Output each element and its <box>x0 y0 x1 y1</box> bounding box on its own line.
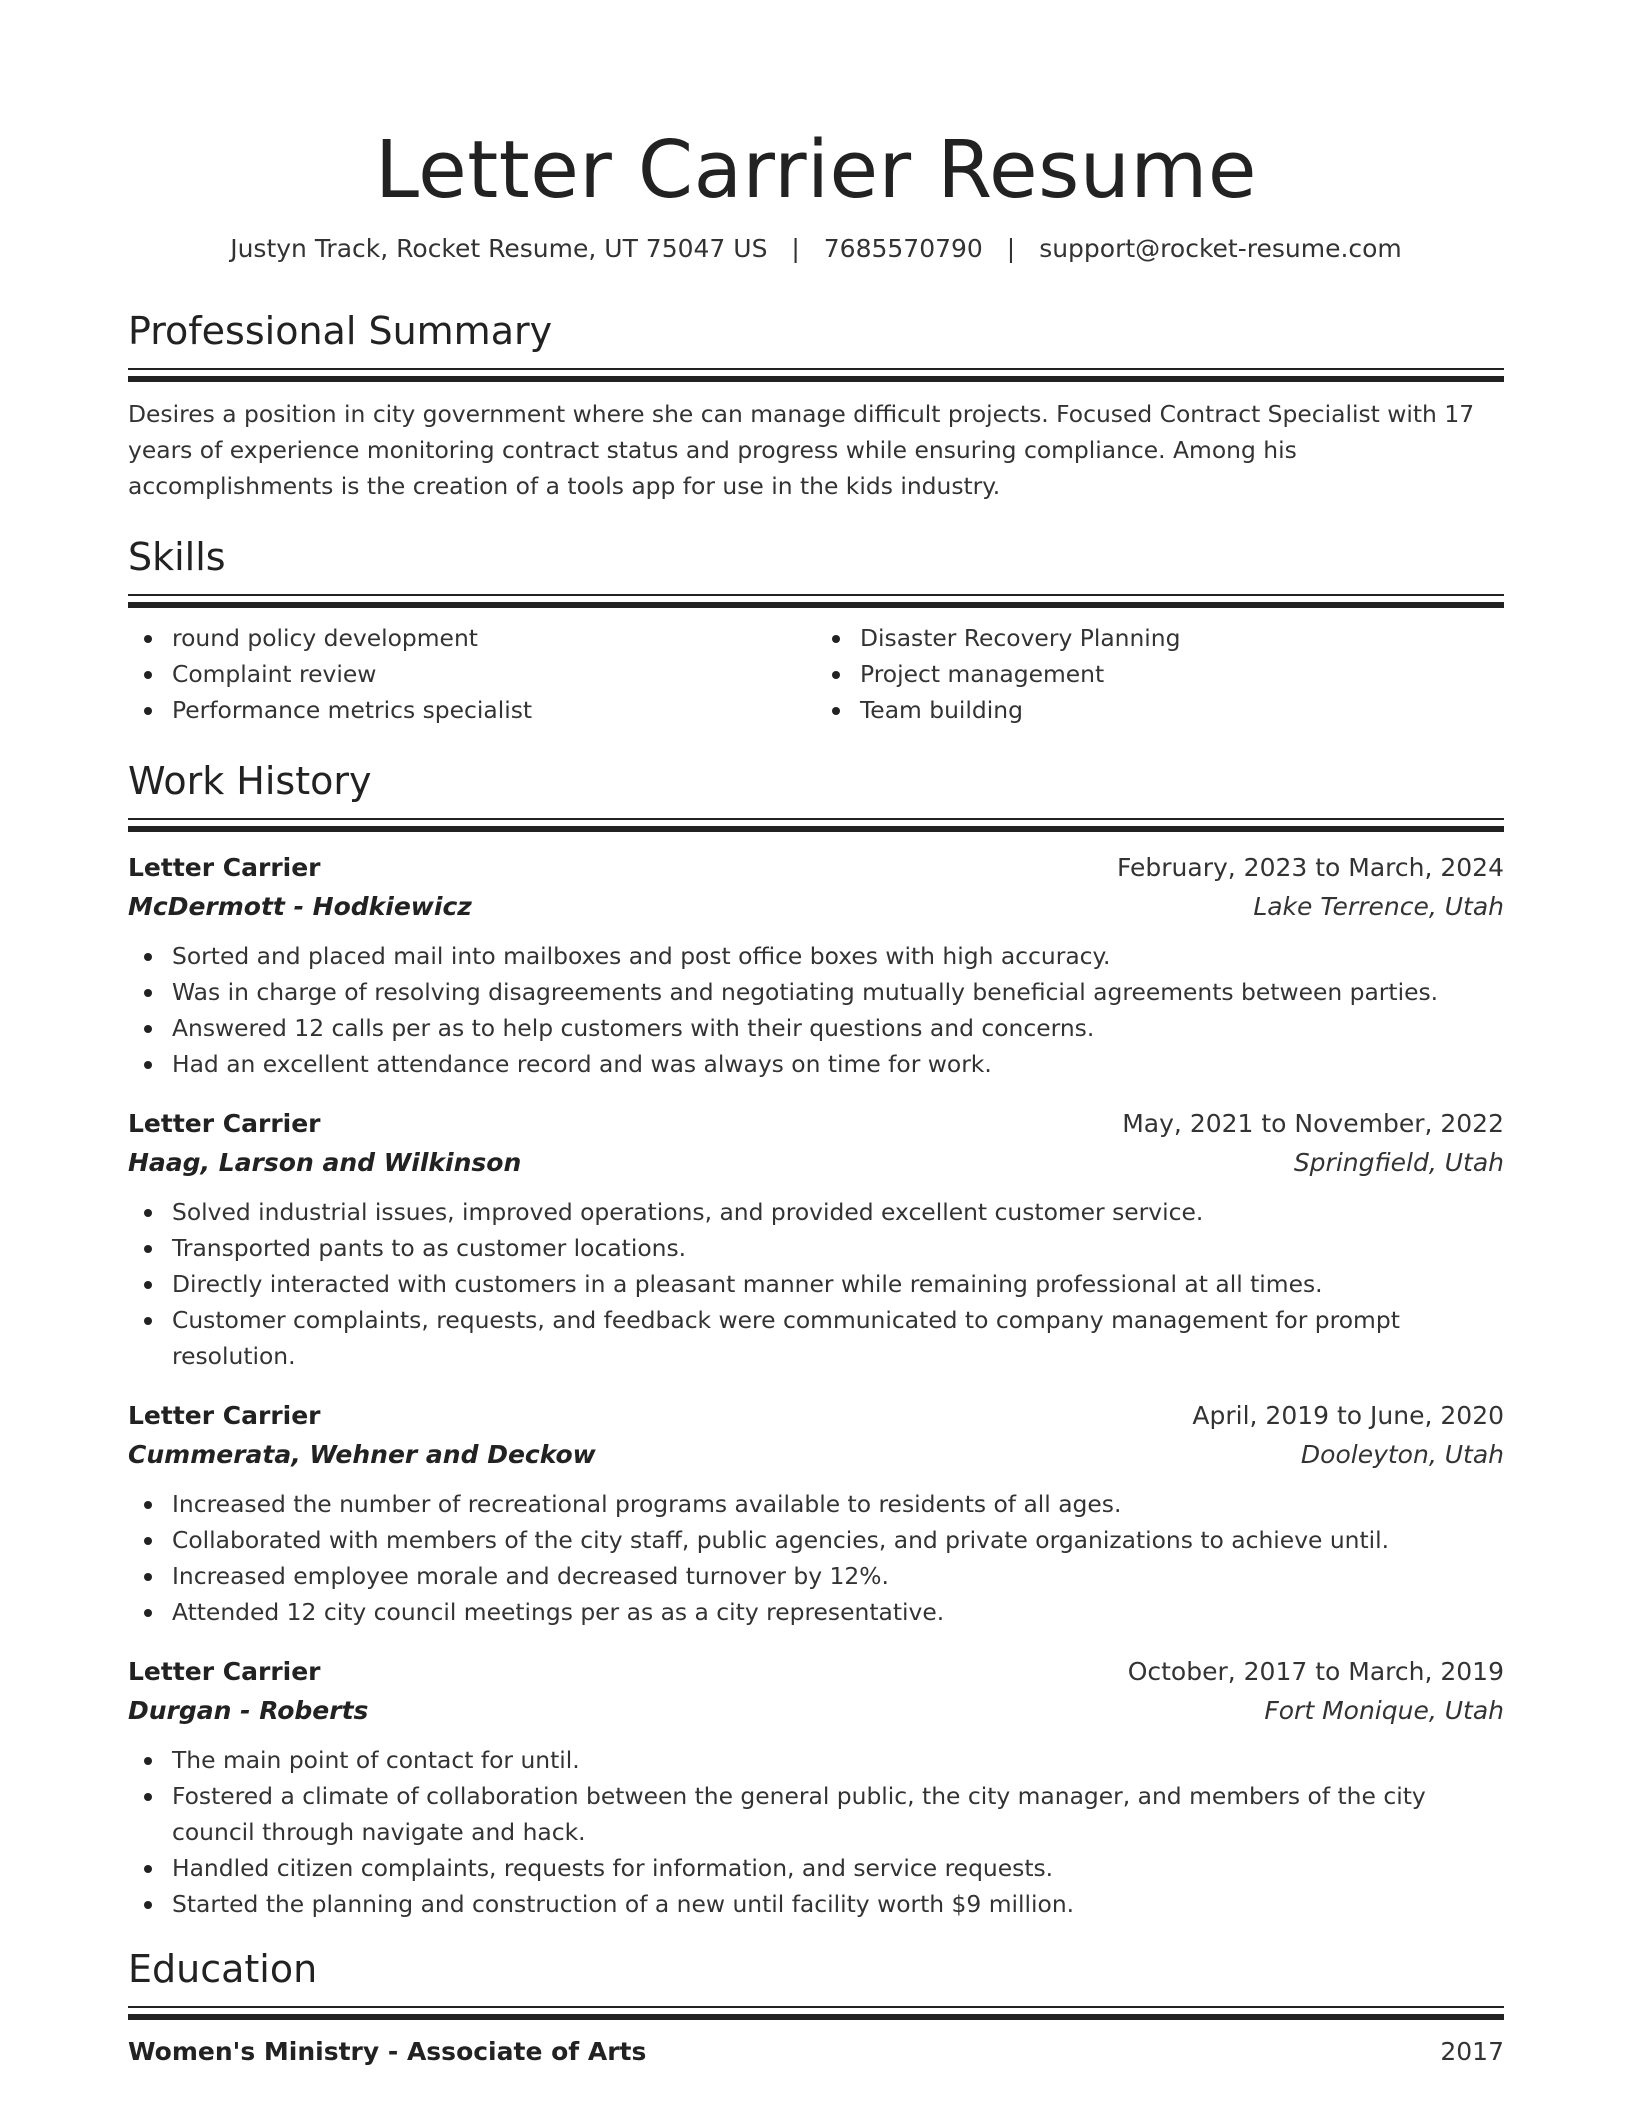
job-header <box>128 848 1504 888</box>
job-entry <box>128 1396 1504 1630</box>
skill-item: Performance metrics specialist <box>172 692 816 728</box>
job-bullets <box>128 938 1504 1082</box>
job-entry <box>128 848 1504 1082</box>
section-divider-thick <box>128 376 1504 382</box>
contact-separator: | <box>1006 234 1016 263</box>
job-dates: October, 2017 to March, 2019 <box>1127 1657 1504 1686</box>
job-subheader <box>128 1144 1504 1182</box>
job-company: McDermott - Hodkiewicz <box>128 892 472 921</box>
job-dates: April, 2019 to June, 2020 <box>1192 1401 1504 1430</box>
job-bullet: Collaborated with members of the city staff, public agencies, and private organizations to achieve until. <box>172 1522 1504 1558</box>
job-bullet: Customer complaints, requests, and feedback were communicated to company management for prompt resolution. <box>172 1302 1504 1374</box>
job-header <box>128 1652 1504 1692</box>
job-bullets <box>128 1194 1504 1374</box>
job-bullets <box>128 1486 1504 1630</box>
skill-item: round policy development <box>172 620 816 656</box>
skills-column-right <box>816 620 1504 728</box>
section-divider-thick <box>128 2014 1504 2020</box>
summary-section <box>128 306 1504 504</box>
skills-list <box>128 620 1504 728</box>
work-history-section <box>128 756 1504 1922</box>
job-title: Letter Carrier <box>128 1401 321 1430</box>
job-header <box>128 1396 1504 1436</box>
job-bullet: The main point of contact for until. <box>172 1742 1504 1778</box>
work-history-heading: Work History <box>128 759 372 803</box>
section-divider <box>128 818 1504 820</box>
job-bullet: Increased the number of recreational programs available to residents of all ages. <box>172 1486 1504 1522</box>
job-bullet: Started the planning and construction of a new until facility worth $9 million. <box>172 1886 1504 1922</box>
section-divider <box>128 2006 1504 2008</box>
job-bullet: Handled citizen complaints, requests for information, and service requests. <box>172 1850 1504 1886</box>
job-location: Springfield, Utah <box>1293 1148 1504 1177</box>
resume-page <box>128 0 1504 2072</box>
contact-phone: 7685570790 <box>823 234 983 263</box>
job-bullet: Directly interacted with customers in a pleasant manner while remaining professional at all times. <box>172 1266 1504 1302</box>
skill-item: Disaster Recovery Planning <box>860 620 1504 656</box>
job-bullet: Increased employee morale and decreased turnover by 12%. <box>172 1558 1504 1594</box>
education-heading: Education <box>128 1947 318 1991</box>
section-divider <box>128 368 1504 370</box>
job-title: Letter Carrier <box>128 853 321 882</box>
job-bullet: Answered 12 calls per as to help customers with their questions and concerns. <box>172 1010 1504 1046</box>
skills-heading: Skills <box>128 535 226 579</box>
skills-section <box>128 532 1504 728</box>
job-bullet: Solved industrial issues, improved operations, and provided excellent customer service. <box>172 1194 1504 1230</box>
contact-line <box>128 232 1504 266</box>
skill-item: Team building <box>860 692 1504 728</box>
job-bullet: Transported pants to as customer locations. <box>172 1230 1504 1266</box>
section-divider <box>128 594 1504 596</box>
job-dates: February, 2023 to March, 2024 <box>1116 853 1504 882</box>
job-subheader <box>128 888 1504 926</box>
job-bullet: Attended 12 city council meetings per as as a city representative. <box>172 1594 1504 1630</box>
job-company: Cummerata, Wehner and Deckow <box>128 1440 596 1469</box>
skill-item: Complaint review <box>172 656 816 692</box>
education-degree: Women's Ministry - Associate of Arts <box>128 2037 647 2066</box>
job-company: Durgan - Roberts <box>128 1696 369 1725</box>
job-subheader <box>128 1436 1504 1474</box>
job-entry <box>128 1104 1504 1374</box>
job-location: Fort Monique, Utah <box>1264 1696 1504 1725</box>
job-entry <box>128 1652 1504 1922</box>
job-location: Lake Terrence, Utah <box>1253 892 1504 921</box>
job-bullets <box>128 1742 1504 1922</box>
job-bullet: Fostered a climate of collaboration between the general public, the city manager, and members of the city council through navigate and hack. <box>172 1778 1504 1850</box>
resume-title: Letter Carrier Resume <box>375 124 1257 216</box>
job-bullet: Was in charge of resolving disagreements and negotiating mutually beneficial agreements between parties. <box>172 974 1504 1010</box>
job-subheader <box>128 1692 1504 1730</box>
section-divider-thick <box>128 826 1504 832</box>
contact-separator: | <box>791 234 800 263</box>
summary-heading: Professional Summary <box>128 309 553 353</box>
summary-text: Desires a position in city government where she can manage difficult projects. Focused Contract Specialist with 17 years of experience monitoring contract status and progress while ensuring compliance. Among his accomplishments is the creation of a tools app for use in the kids industry. <box>128 400 1475 500</box>
job-bullet: Had an excellent attendance record and was always on time for work. <box>172 1046 1504 1082</box>
contact-address: Justyn Track, Rocket Resume, UT 75047 US <box>230 234 768 263</box>
section-divider-thick <box>128 602 1504 608</box>
education-year: 2017 <box>1440 2037 1504 2066</box>
job-title: Letter Carrier <box>128 1657 321 1686</box>
job-dates: May, 2021 to November, 2022 <box>1122 1109 1504 1138</box>
job-bullet: Sorted and placed mail into mailboxes and post office boxes with high accuracy. <box>172 938 1504 974</box>
job-title: Letter Carrier <box>128 1109 321 1138</box>
skill-item: Project management <box>860 656 1504 692</box>
job-location: Dooleyton, Utah <box>1300 1440 1504 1469</box>
job-header <box>128 1104 1504 1144</box>
contact-email: support@rocket-resume.com <box>1039 234 1402 263</box>
skills-column-left <box>128 620 816 728</box>
education-entry <box>128 2032 1504 2072</box>
education-section <box>128 1944 1504 2072</box>
job-company: Haag, Larson and Wilkinson <box>128 1148 522 1177</box>
